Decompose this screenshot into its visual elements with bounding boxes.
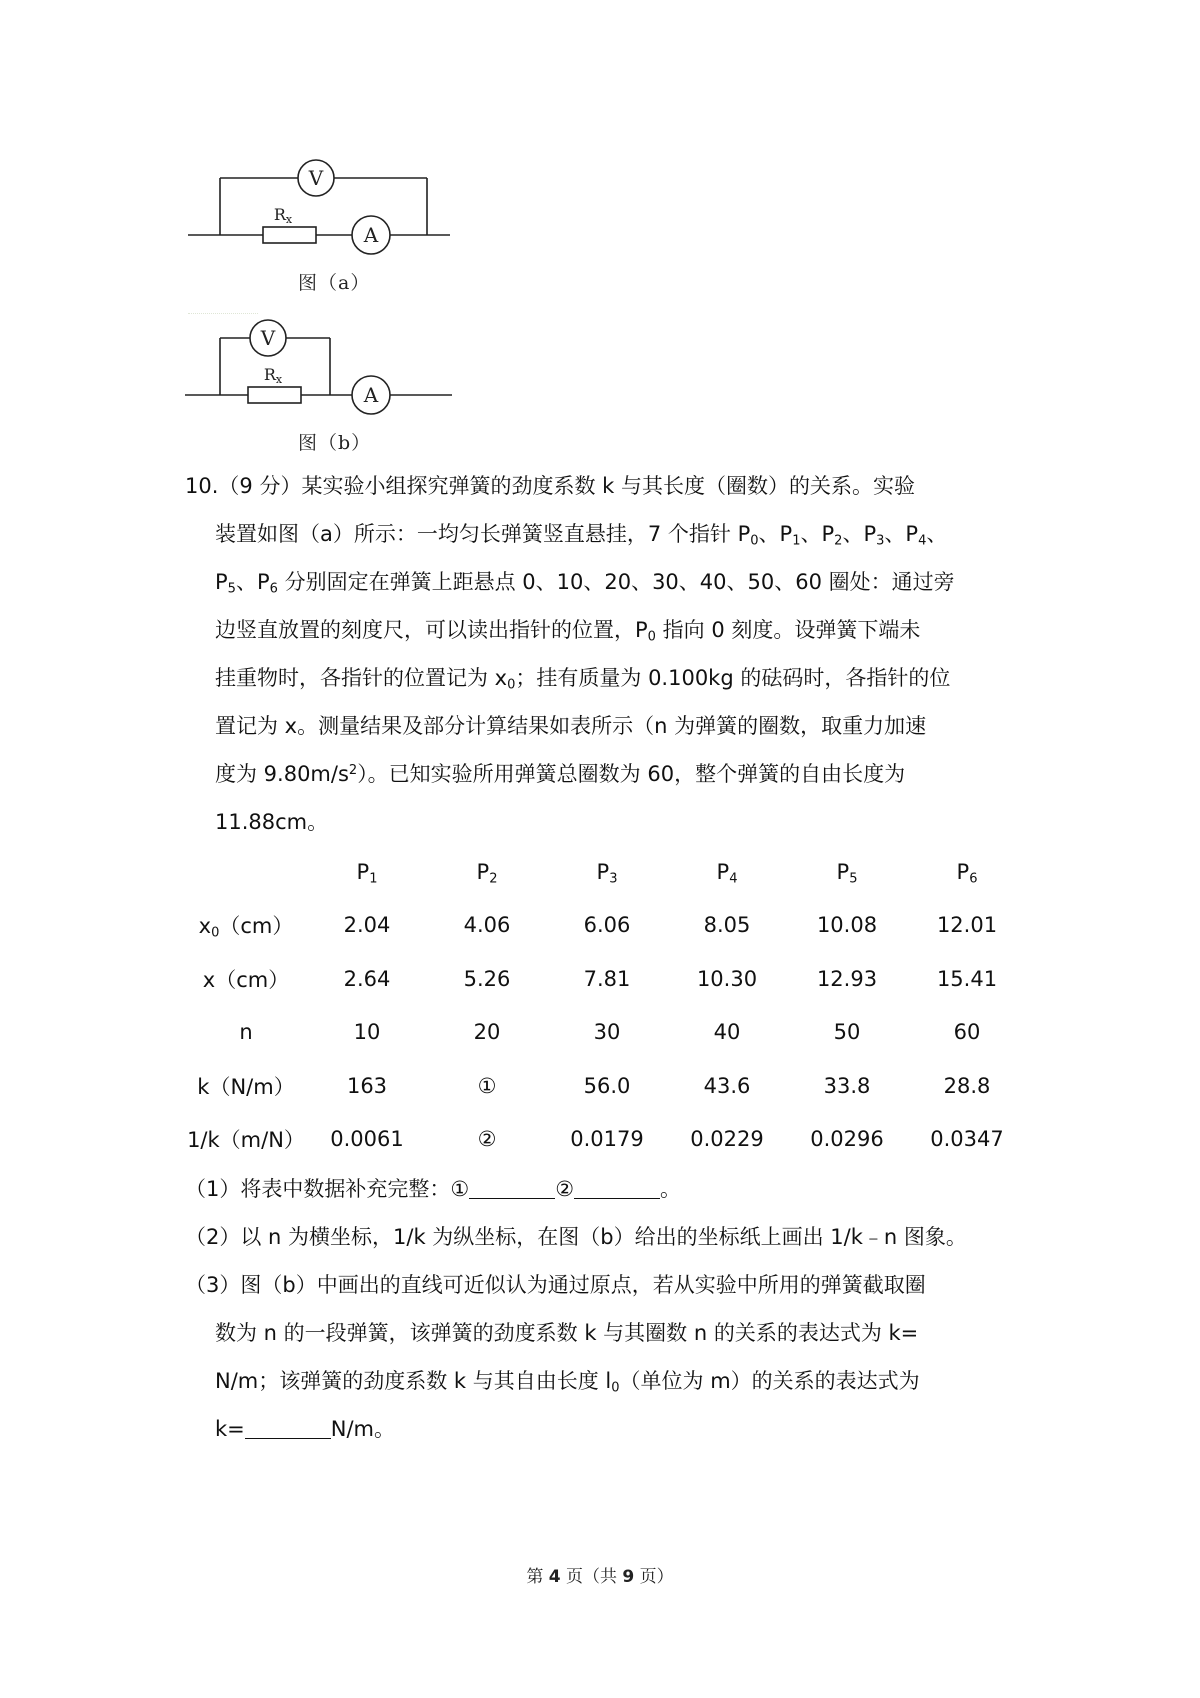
- table-cell: 50: [833, 1020, 861, 1045]
- sub-question-text: 数为 n 的一段弹簧，该弹簧的劲度系数 k 与其圈数 n 的关系的表达式为 k=: [215, 1321, 919, 1345]
- sub-question-3-line-2: [185, 1309, 1035, 1357]
- sub-question-text: N/m。: [330, 1417, 396, 1441]
- subscript: 0: [611, 1380, 620, 1396]
- answer-blank-1[interactable]: [469, 1177, 555, 1199]
- sub-question-text: k=: [215, 1417, 245, 1441]
- question-line-1: [185, 462, 1035, 510]
- table-header-row: [185, 845, 1027, 899]
- question-line-7: [185, 750, 1035, 798]
- pointer-label: P: [256, 570, 270, 594]
- table-cell: 43.6: [703, 1073, 751, 1098]
- separator: 、: [926, 522, 948, 546]
- separator: 、: [758, 522, 780, 546]
- page-number: 4: [548, 1567, 561, 1587]
- resistor-rx-b: [248, 387, 301, 403]
- figure-b-caption: 图（b）: [298, 432, 372, 454]
- table-row-n: [185, 1006, 1027, 1060]
- sub-question-text: （单位为 m）的关系的表达式为: [619, 1369, 920, 1393]
- subscript: 4: [918, 533, 927, 549]
- table-cell: 4.06: [463, 913, 511, 938]
- question-10: [185, 462, 1035, 846]
- table-header: $P_3$: [596, 859, 618, 886]
- pointer-label: P: [821, 522, 835, 546]
- question-line-5: [185, 654, 1035, 702]
- pointer-label: P: [215, 570, 228, 594]
- circuit-figure-a: [180, 150, 460, 300]
- figure-a-caption: 图（a）: [298, 272, 371, 294]
- measurement-table: [185, 845, 1027, 1166]
- total-pages: 9: [622, 1567, 635, 1587]
- question-line-8: [185, 798, 1035, 846]
- row-label: $x_0(cm)$: [198, 914, 294, 941]
- resistor-rx-a: [263, 227, 316, 243]
- footer-text: 页）: [634, 1567, 674, 1587]
- table-header: $P_4$: [716, 859, 738, 886]
- answer-blank-3[interactable]: [245, 1417, 331, 1439]
- table-cell: 30: [593, 1020, 621, 1045]
- table-cell: 163: [346, 1073, 388, 1098]
- table-row-inverse-k: [185, 1113, 1027, 1167]
- question-text: 分别固定在弹簧上距悬点 0、10、20、30、40、50、60 圈处：通过旁: [284, 570, 955, 594]
- table-row-k: [185, 1059, 1027, 1113]
- table-cell: 12.93: [816, 966, 878, 991]
- table-header: $P_6$: [956, 859, 978, 886]
- sub-questions: [185, 1165, 1035, 1453]
- table-cell-blank-2: ②: [477, 1127, 497, 1152]
- question-text: 指向 0 刻度。设弹簧下端未: [662, 618, 921, 642]
- table-cell: 0.0347: [930, 1127, 1004, 1152]
- question-line-3: [185, 558, 1035, 606]
- table-cell: 0.0179: [570, 1127, 644, 1152]
- period: 。: [660, 1177, 682, 1201]
- table-cell: 2.04: [343, 913, 391, 938]
- separator: 、: [842, 522, 864, 546]
- voltmeter-label-b: V: [260, 326, 276, 350]
- table-cell: 2.64: [343, 966, 391, 991]
- table-header: $P_5$: [836, 859, 858, 886]
- sub-question-text: （3）图（b）中画出的直线可近似认为通过原点，若从实验中所用的弹簧截取圈: [185, 1273, 926, 1297]
- resistor-label-b: Rx: [263, 365, 283, 386]
- sub-question-3: [185, 1261, 1035, 1309]
- table-cell: 6.06: [583, 913, 631, 938]
- table-cell: 56.0: [583, 1073, 631, 1098]
- table-cell: 33.8: [823, 1073, 871, 1098]
- answer-blank-2[interactable]: [574, 1177, 660, 1199]
- ammeter-label-b: A: [363, 383, 379, 407]
- footer-text: 第: [526, 1567, 549, 1587]
- row-label: 1/k（m/N）: [187, 1128, 305, 1153]
- table-corner: [185, 845, 307, 899]
- subscript: 0: [750, 533, 759, 549]
- sub-question-3-line-3: [185, 1357, 1035, 1405]
- table-cell: 10.30: [696, 966, 758, 991]
- row-label: k（N/m）: [197, 1074, 295, 1099]
- pointer-label: P: [779, 522, 793, 546]
- table-cell: 0.0296: [810, 1127, 884, 1152]
- subscript: 3: [876, 533, 885, 549]
- circuit-figure-b: [180, 310, 460, 460]
- table-cell: 7.81: [583, 966, 631, 991]
- table-row-x: [185, 952, 1027, 1006]
- table-cell: 28.8: [943, 1073, 991, 1098]
- resistor-label-a: Rx: [273, 205, 293, 226]
- subscript: 2: [834, 533, 843, 549]
- question-text: 度为 9.80m/s: [215, 762, 349, 786]
- row-label: x（cm）: [202, 967, 290, 992]
- superscript: 2: [348, 762, 358, 778]
- sub-question-1: [185, 1165, 1035, 1213]
- sub-question-text: N/m；该弹簧的劲度系数 k 与其自由长度 l: [215, 1369, 612, 1393]
- subscript: 1: [792, 533, 801, 549]
- pointer-label: P: [863, 522, 877, 546]
- question-text: 挂重物时，各指针的位置记为 x: [215, 666, 508, 690]
- table-cell: 15.41: [936, 966, 998, 991]
- separator: 、: [884, 522, 906, 546]
- table-header: $P_2$: [476, 859, 498, 886]
- pointer-label: P: [905, 522, 919, 546]
- subscript: 0: [507, 677, 516, 693]
- subscript: 6: [269, 581, 278, 597]
- question-text: ）。已知实验所用弹簧总圈数为 60，整个弹簧的自由长度为: [357, 762, 906, 786]
- question-text: 置记为 x。测量结果及部分计算结果如表所示（n 为弹簧的圈数，取重力加速: [215, 714, 927, 738]
- circuit-diagram-a: [180, 150, 460, 260]
- voltmeter-label-a: V: [308, 166, 324, 190]
- sub-question-3-line-4: [185, 1405, 1035, 1453]
- question-text: 边竖直放置的刻度尺，可以读出指针的位置，P: [215, 618, 648, 642]
- sub-question-text: （1）将表中数据补充完整：: [185, 1177, 451, 1201]
- question-text: 某实验小组探究弹簧的劲度系数 k 与其长度（圈数）的关系。实验: [301, 474, 915, 498]
- subscript: 5: [227, 581, 236, 597]
- circuit-diagram-b: [180, 310, 460, 420]
- table-row-x0: [185, 899, 1027, 953]
- table-cell: 10: [353, 1020, 381, 1045]
- table-cell: 0.0229: [690, 1127, 764, 1152]
- table-cell: 10.08: [816, 913, 878, 938]
- table-cell: 20: [473, 1020, 501, 1045]
- table-cell: 0.0061: [330, 1127, 404, 1152]
- question-text: ；挂有质量为 0.100kg 的砝码时，各指针的位: [515, 666, 951, 690]
- table-cell: 12.01: [936, 913, 998, 938]
- question-text: 装置如图（a）所示：一均匀长弹簧竖直悬挂，7 个指针 P: [215, 522, 751, 546]
- table-cell: 8.05: [703, 913, 751, 938]
- question-text: 11.88cm。: [215, 810, 329, 834]
- footer-text: 页（共: [560, 1567, 623, 1587]
- table-cell: 40: [713, 1020, 741, 1045]
- table-cell: 5.26: [463, 966, 511, 991]
- table-header: $P_1$: [356, 859, 378, 886]
- ammeter-label-a: A: [363, 223, 379, 247]
- question-number: 10.: [185, 474, 219, 498]
- question-line-4: [185, 606, 1035, 654]
- question-line-2: [185, 510, 1035, 558]
- blank-marker-2: ②: [555, 1177, 575, 1201]
- sub-question-text: （2）以 n 为横坐标，1/k 为纵坐标，在图（b）给出的坐标纸上画出 1/k﹣n 图象。: [185, 1225, 967, 1249]
- sub-question-2: [185, 1213, 1035, 1261]
- row-label: n: [239, 1020, 253, 1045]
- subscript: 0: [647, 629, 656, 645]
- page-footer: [0, 1562, 1200, 1587]
- separator: 、: [800, 522, 822, 546]
- question-line-6: [185, 702, 1035, 750]
- table-cell: 60: [953, 1020, 981, 1045]
- separator: 、: [235, 570, 257, 594]
- table-cell-blank-1: ①: [477, 1073, 497, 1098]
- blank-marker-1: ①: [450, 1177, 470, 1201]
- question-score: （9 分）: [218, 474, 302, 498]
